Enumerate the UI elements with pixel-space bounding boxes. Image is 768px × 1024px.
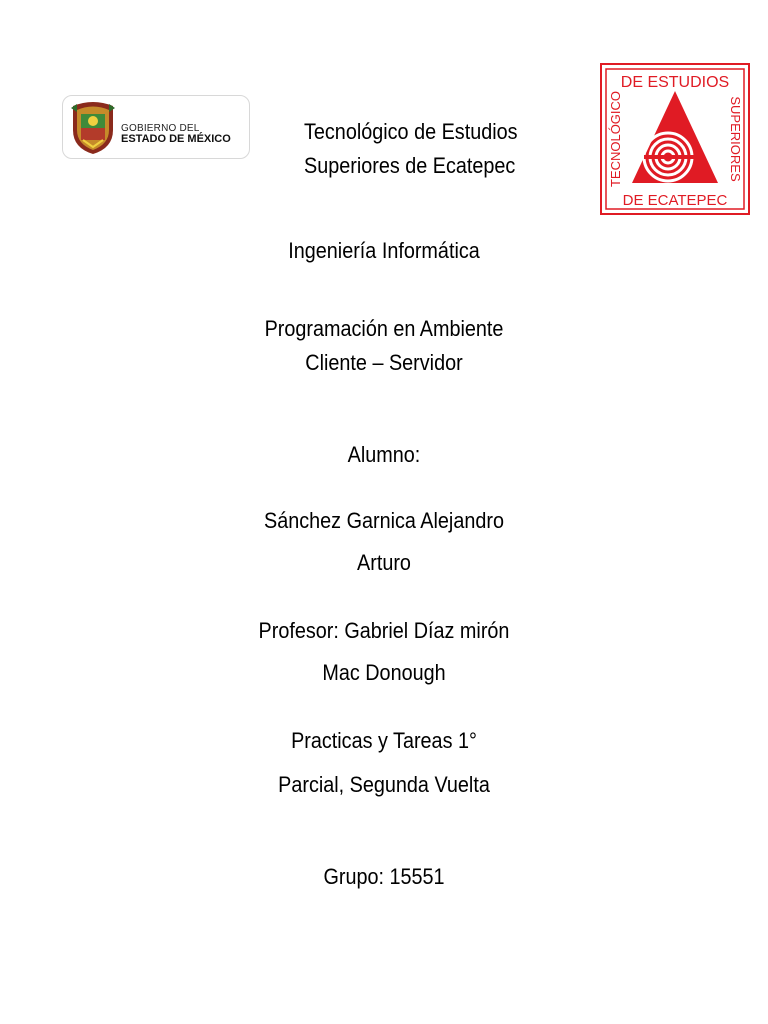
work-title-line2: Parcial, Segunda Vuelta	[278, 772, 490, 797]
teacher-line1: Profesor: Gabriel Díaz mirón	[258, 618, 510, 643]
institution-logo	[600, 63, 750, 215]
subject-line2: Cliente – Servidor	[305, 350, 463, 375]
subject-line1: Programación en Ambiente	[264, 316, 504, 341]
career-title: Ingeniería Informática	[288, 238, 480, 263]
government-logo	[62, 95, 250, 159]
institution-logo-left: TECNOLÓGICO	[608, 90, 623, 188]
teacher-line2: Mac Donough	[322, 660, 446, 685]
institution-name-line2: Superiores de Ecatepec	[304, 153, 516, 178]
student-name-line1: Sánchez Garnica Alejandro	[264, 508, 504, 533]
tese-emblem-icon	[600, 63, 750, 215]
institution-logo-top: DE ESTUDIOS	[620, 74, 730, 91]
government-logo-line1: GOBIERNO DEL	[121, 123, 200, 134]
institution-name-line1: Tecnológico de Estudios	[304, 119, 518, 144]
institution-logo-right: SUPERIORES	[728, 96, 743, 182]
group-number: Grupo: 15551	[323, 864, 445, 889]
institution-logo-bottom: DE ECATEPEC	[622, 192, 728, 209]
coat-of-arms-icon	[67, 100, 119, 156]
work-title-line1: Practicas y Tareas 1°	[291, 728, 477, 753]
student-name-line2: Arturo	[357, 550, 411, 575]
student-label: Alumno:	[347, 442, 421, 467]
government-logo-line2: ESTADO DE MÉXICO	[121, 133, 231, 145]
government-logo-text	[121, 123, 231, 145]
